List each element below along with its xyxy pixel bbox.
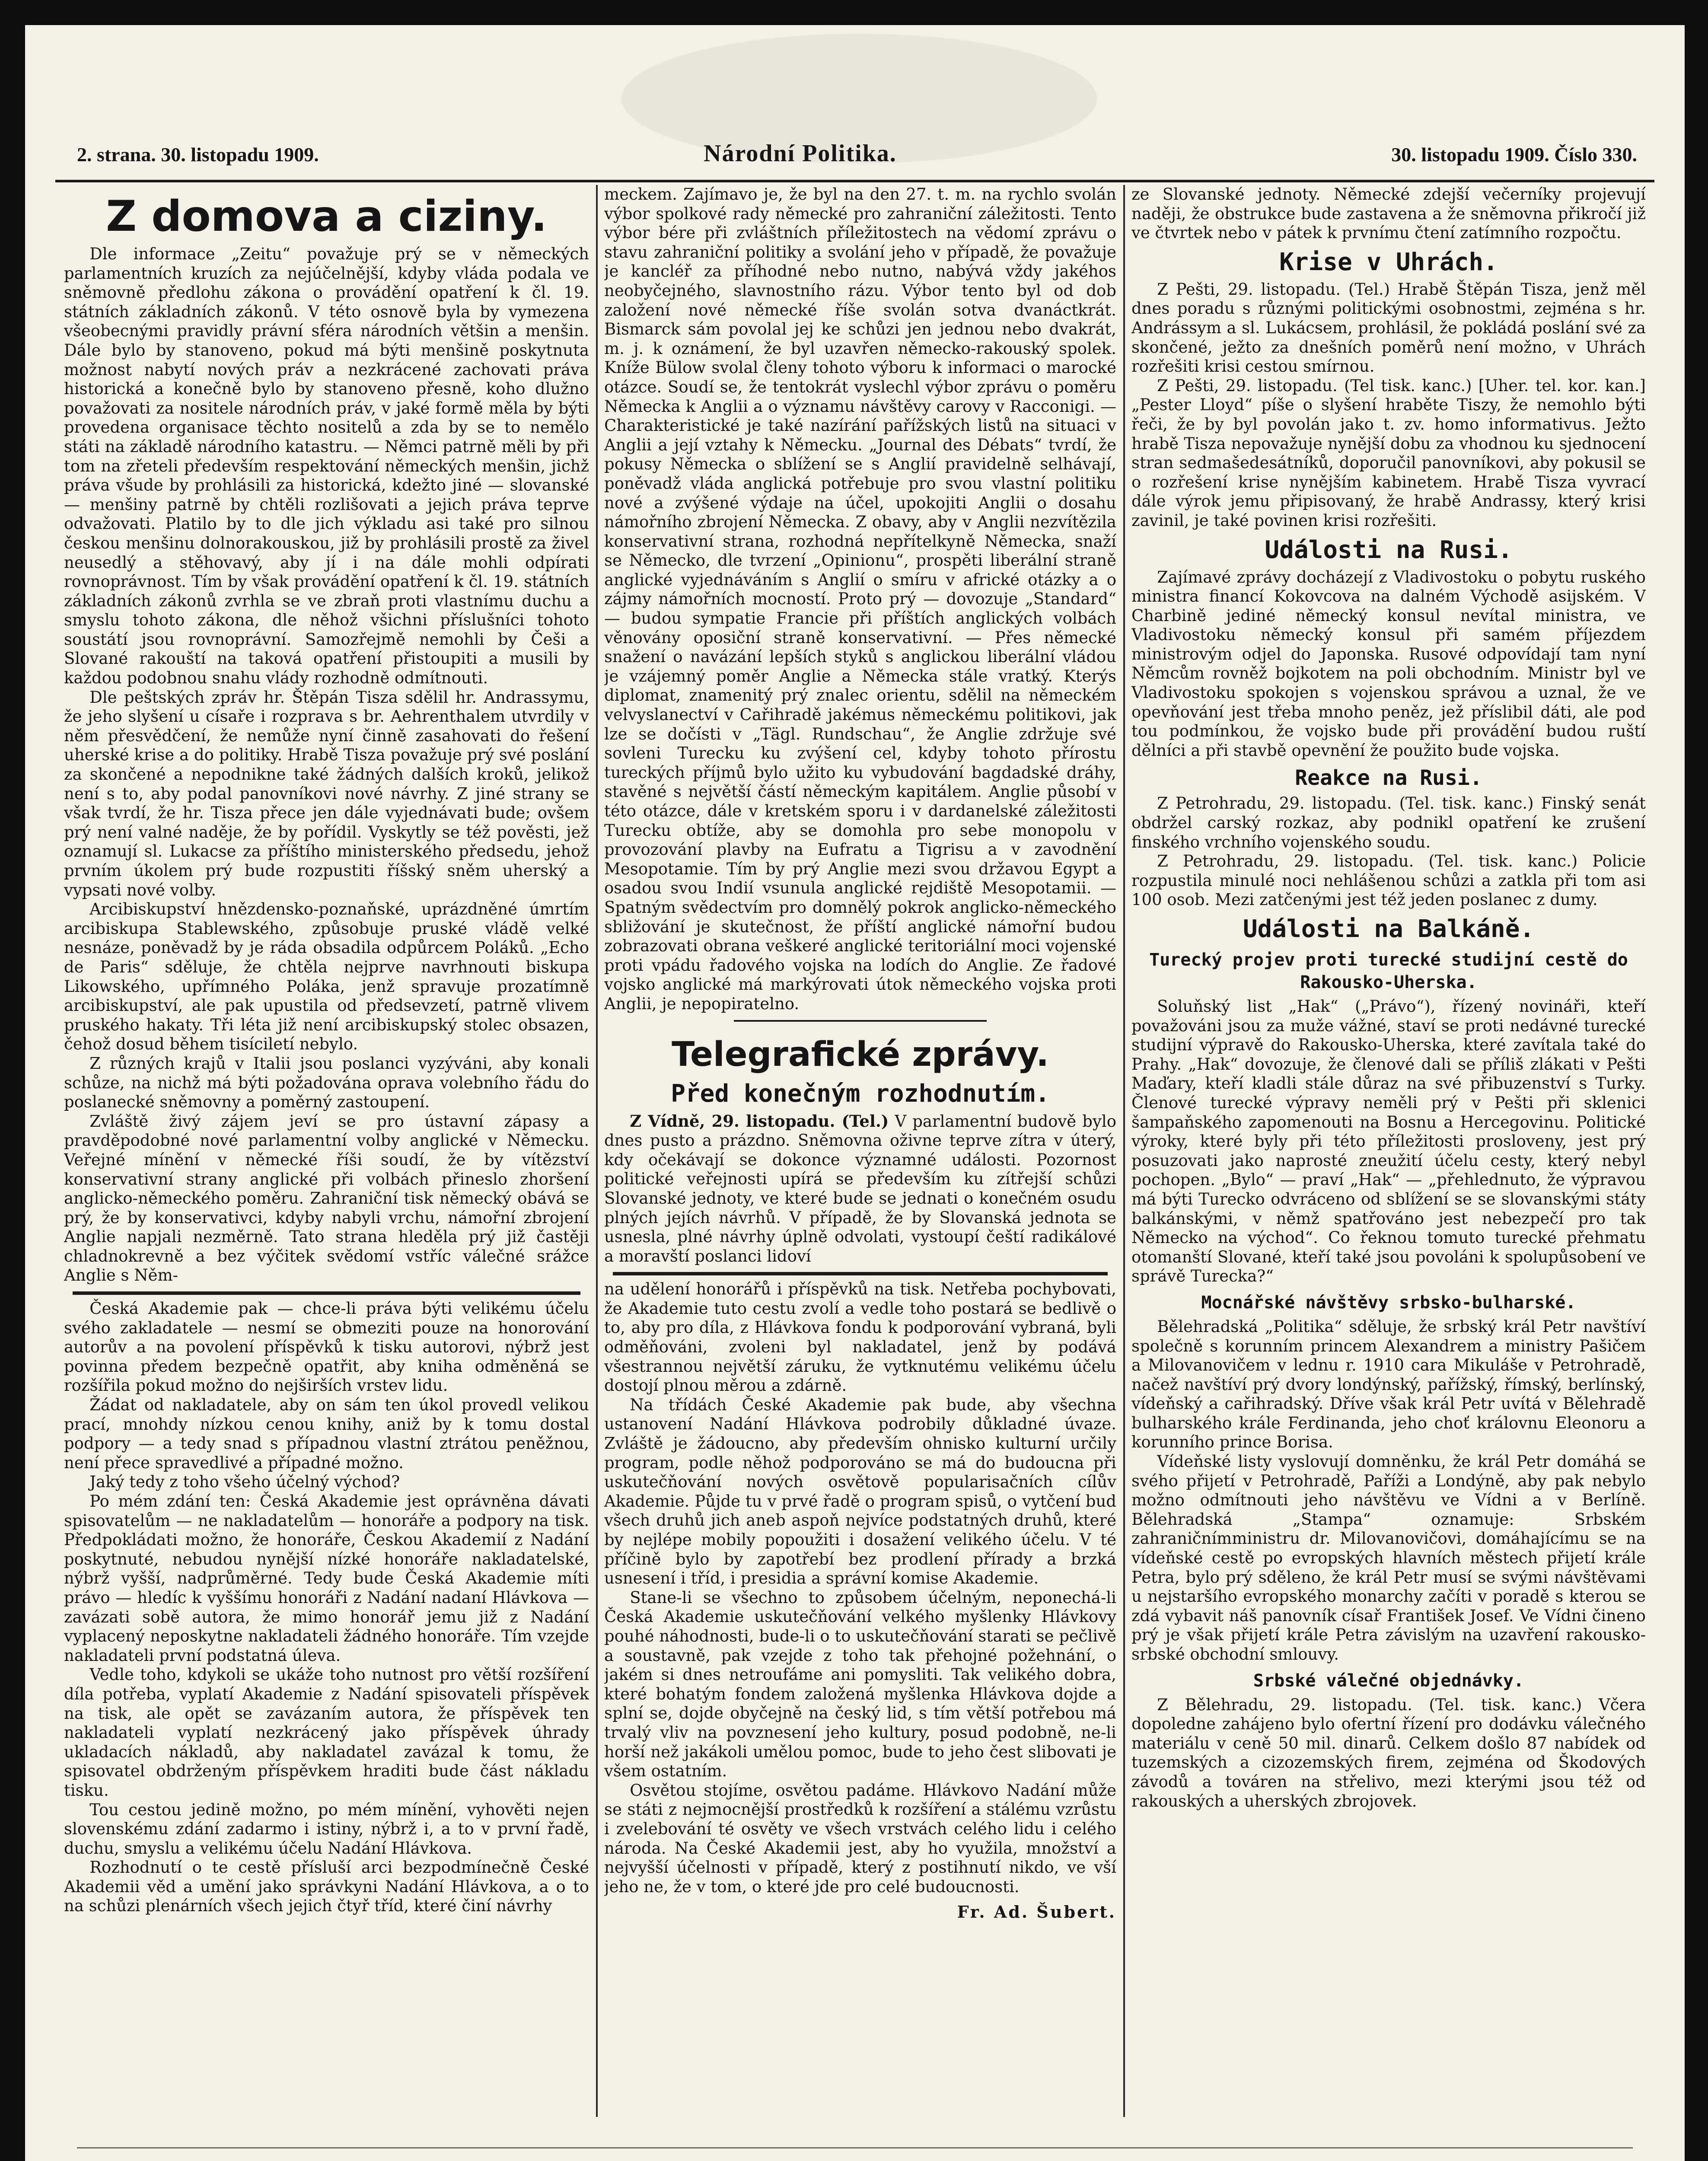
column-rule-1 <box>596 185 598 2117</box>
article-paragraph: meckem. Zajímavo je, že byl na den 27. t. m. na rychlo svolán výbor spolkové rady německé pro zahraniční záležitosti. Tento výbor bére při zvláštních příležitostech na vědomí zprávu o stavu zahraniční politiky a svolání jeho v případě, že považuje je kancléř za příhodné nebo nutno, nabývá vždy jakéhos neobyčejného, slavnostního rázu. Výbor tento byl od dob založení nové německé říše svolán sotva dvanáctkrát. Bismarck sám povolal jej ke schůzi jen jednou nebo dvakrát, m. j. k oznámení, že byl uzavřen německo-rakouský spolek. Kníže Bülow svolal členy tohoto výboru k informaci o marocké otázce. Soudí se, že tentokrát vyslechl výbor zprávu o poměru Německa k Anglii a o významu návštěvy carovy v Racconigi. — Charakteristické je také nazírání pařížských listů na situaci v Anglii a její vztahy k Německu. „Journal des Débats“ tvrdí, že pokusy Německa o sblížení se s Anglií pravidelně selhávají, poněvadž vláda anglická potřebuje pro svou vlastní politiku nové a zvýšené výdaje na účel, upokojiti Anglii o dosahu námořního zbrojení Německa. Z obavy, aby v Anglii nezvítězila konservativní strana, rozhodná nepřítelkyně Německa, snaží se Německo, dle tvrzení „Opinionu“, prospěti liberální straně anglické vyjednáváním s Anglií o smíru v africké otázky a o zájmy námořních mocností. Proto prý — dovozuje „Standard“ — budou sympatie Francie při příštích anglických volbách věnovány oposiční straně konservativní. — Přes německé snažení o navázání lepších styků s anglickou liberální vládou je vzájemný poměr Anglie a Německa stále vratký. Kterýs diplomat, znamenitý prý znalec orientu, sdělil na německém velvyslanectví v Cařihradě jakémus německému politikovi, jak lze se dočísti v „Tägl. Rundschau“, že Anglie zdržuje své sovleni Turecku ku zvýšení cel, kdyby tohoto přírostu tureckých příjmů bylo užito ku vybudování bagdadské dráhy, stavěné s největší částí německým kapitálem. Anglie působí v této otázce, dále v kretském sporu i v dardanelské záležitosti Turecku obtíže, aby se domohla pro sebe monopolu v provozování plavby na Eufratu a Tigrisu a v zavodnění Mesopotamie. Tím by prý Anglie mezi svou državou Egypt a osadou svou Indií vsunula anglické rejdiště Mesopotamii. — Spatným svědectvím pro domnělý pokrok anglicko-německého sbližování je skutečnost, že příští anglické námořní budou zobrazovati obrana veškeré anglické teritoriální moci vojenské proti vpádu řadového vojska na lodích do Anglie. Ze řadové vojsko anglické má markýrovati útok německého vojska proti Anglii, je nepopiratelno. <box>604 185 1116 1013</box>
article-paragraph: Z Petrohradu, 29. listopadu. (Tel. tisk. kanc.) Policie rozpustila minulé noci nehlášenou schůzi a zatkla při tom asi 100 osob. Mezi zatčenými jest též jeden poslanec z dumy. <box>1131 852 1646 909</box>
telegram-paragraph <box>604 1112 1116 1266</box>
feuilleton-paragraph: Po mém zdání ten: Česká Akademie jest oprávněna dávati spisovatelům — ne nakladatelům — honoráře a podpory na tisk. Předpokládati možno, že honoráře, Českou Akademií z Nadání poskytnuté, nebudou nynější nízké honoráře nakladatelské, nýbrž vyšší, nadprůměrné. Tedy bude Česká Akademie míti právo — hledíc k vyššímu honoráři z Nadání nadaní Hlávkova — zavázati sobě autora, že mimo honorář jemu již z Nadání vyplacený neposkytne nakladateli žádného honoráře. Tím vzejde nakladateli první podstatná úleva. <box>64 1492 589 1665</box>
column-rule-2 <box>1123 185 1125 2117</box>
article-paragraph: Dle peštských zpráv hr. Štěpán Tisza sdělil hr. Andrassymu, že jeho slyšení u císaře i rozprava s br. Aehrenthalem utvrdily v něm přesvědčení, že nemůže nyní činně zasahovati do řešení uherské krise a do politiky. Hrabě Tisza považuje prý své poslání za skončené a nepodnikne také žádných dalších kroků, jelikož není s to, aby podal panovníkovi nové návrhy. Z jiné strany se však tvrdí, že hr. Tisza přece jen dále vyjednávati bude; ovšem prý není valné naděje, že by pořídil. Vyskytly se též pověsti, jež oznamují sl. Lukacse za příštího ministerského předsedu, jehož prvním úkolem prý bude rozpustiti říšský sněm uherský a vypsati nové volby. <box>64 688 589 899</box>
author-signature: Fr. Ad. Šubert. <box>957 1902 1116 1922</box>
article-paragraph: Dle informace „Zeitu“ považuje prý se v německých parlamentních kruzích za nejúčelnější, kdyby vláda podala ve sněmovně předlohu zákona o provádění opatření k čl. 19. státních základních zákonů. V této osnově byla by vymezena všeobecnými pravidly právní sféra národních většin a menšin. Dále bylo by stanoveno, pokud má býti menšině poskytnuta možnost nabytí nových práv a nezkrácené zachovati práva historická a konečně bylo by stanoveno přesně, koho dlužno považovati za nositele národních práv, v jaké formě měla by býti provedena organisace těchto nositelů a zda by se to nemělo státi na základě národního katastru. — Němci patrně měli by při tom na zřeteli především respektování německých menšin, jichž práva všude by prohlásili za historická, kdežto jiné — slovanské — menšiny patrně by chtěli rozlišovati a jejich práva teprve odvažovati. Platilo by to dle jich výkladu asi také pro silnou českou menšinu dolnorakouskou, již by prohlásili prostě za živel neusedlý a stěhovavý, aby jí i na dále mohli odpírati rovnoprávnost. Tím by však provádění opatření k čl. 19. státních základních zákonů zvrhla se ve zbraň proti vlastnímu duchu a smyslu tohoto zákona, dle něhož všichni příslušníci tohoto soustátí jsou rovnoprávní. Samozřejmě nemohli by Češi a Slované rakouští na taková opatření přistoupiti a musili by každou podobnou snahu vlády rozhodně odmítnouti. <box>64 245 589 688</box>
feuilleton-paragraph: na udělení honorářů i příspěvků na tisk. Netřeba pochybovati, že Akademie tuto cestu zvolí a vedle toho postará se bedlivě o to, aby pro díla, z Hlávkova fondu k podporování vybraná, byli odměňováni, zvoleni byl nakladatel, jenž by podává všestrannou největší záruku, že vytknutému velikému účelu dostojí plnou měrou a zdárně. <box>604 1280 1116 1395</box>
article-paragraph: Z Petrohradu, 29. listopadu. (Tel. tisk. kanc.) Finský senát obdržel carský rozkaz, aby podnikl opatření ke zrušení finského vrchního vojenského soudu. <box>1131 794 1646 851</box>
section-rule <box>734 1020 987 1022</box>
article-paragraph: Z různých krajů v Italii jsou poslanci vyzýváni, aby konali schůze, na nichž má býti požadována oprava volebního řádu do poslanecké sněmovny a poměrný zastoupení. <box>64 1054 589 1112</box>
header-masthead: Národní Politika. <box>704 140 897 167</box>
article-paragraph: Arcibiskupství hnězdensko-poznaňské, uprázdněné úmrtím arcibiskupa Stablewského, způsobuje pruské vládě velké nesnáze, poněvadž by je ráda obsadila odpůrcem Poláků. „Echo de Paris“ sděluje, že chtěla nejprve navrhnouti biskupa Likowského, upřímného Poláka, jenž spravuje prozatímně arcibiskupství, ale pak upustila od předsevzetí, patrně vlivem pruského hakaty. Tři léta již není arcibiskupský stolec obsazen, čehož dosud během tisíciletí nebylo. <box>64 900 589 1054</box>
article-heading: Reakce na Rusi. <box>1295 766 1482 790</box>
article-heading: Události na Rusi. <box>1265 535 1513 564</box>
article-paragraph: Z Pešti, 29. listopadu. (Tel.) Hrabě Štěpán Tisza, jenž měl dnes poradu s různými politickými osobnostmi, zejména s hr. Andrássym a sl. Lukácsem, prohlásil, že pokládá poslání své za skončené, ježto za dnešních poměrů není možno, v Uhrách rozřešiti krisi cestou smírnou. <box>1131 280 1646 376</box>
feuilleton-paragraph: Jaký tedy z toho všeho účelný východ? <box>89 1473 400 1492</box>
page-bottom-edge <box>77 2147 1633 2148</box>
article-heading: Srbské válečné objednávky. <box>1253 1670 1524 1691</box>
article-heading: Krise v Uhrách. <box>1279 248 1498 276</box>
article-paragraph: Zajímavé zprávy docházejí z Vladivostoku o pobytu ruského ministra financí Kokovcova na dalném Východě asijském. V Charbině jediné německý konsul nevítal ministra, ve Vladivostoku německý konsul při samém příjezdem ministrovým odjel do Japonska. Rusové odpovídají tam nyní Němcům rovněž bojkotem na poli obchodním. Ministr byl ve Vladivostoku spokojen s vojenskou správou a uznal, že ve opevňování jest třeba mnoho peněz, jež příslibil dáti, ale pod tou podmínkou, že vojsko bude při provádění budou ruští dělníci a při stavbě opevnění že použito bude vojska. <box>1131 567 1646 760</box>
section-title-domova: Z domova a ciziny. <box>106 192 547 241</box>
article-paragraph: Z Bělehradu, 29. listopadu. (Tel. tisk. kanc.) Včera dopoledne zahájeno bylo ofertní řízení pro dodávku válečného materiálu v ceně 50 mil. dinarů. Celkem došlo 87 nabídek od tuzemských a cizozemských firem, zejména od Škodových závodů a továren na střelivo, mezi kterými jsou též od rakouských a uherských zbrojovek. <box>1131 1695 1646 1810</box>
feuilleton-rule <box>613 1272 1108 1275</box>
feuilleton-paragraph: Tou cestou jedině možno, po mém mínění, vyhověti nejen slovenskému zdání zadarmo i istiny, nýbrž i, a to v první řadě, duchu, smyslu a velikému účelu Nadání Hlávkova. <box>64 1800 589 1858</box>
feuilleton-paragraph: Žádat od nakladatele, aby on sám ten úkol provedl velikou prací, mnohdy nízkou cenou knihy, aniž by k tomu dostal podpory — a tedy snad s případnou vlastní ztrátou peněžnou, není přece spravedlivé a případné možno. <box>64 1396 589 1472</box>
article-paragraph: Soluňský list „Hak“ („Právo“), řízený novináři, kteří považováni jsou za muže vážné, staví se proti nedávné turecké studijní výpravě do Rakousko-Uherska, které zavítala také do Prahy. „Hak“ dovozuje, že členové dali se příliš zlákati v Pešti Maďary, kteří kladli stále důraz na své přibuzenství s Turky. Členové turecké výpravy neměli prý v Pešti při sklenici šampaňského zapomenouti na Bosnu a Hercegovinu. Politické výroky, které byly při této příležitosti prosloveny, jest prý posuzovati jako naprosté zneužití účelu cesty, který nebyl pochopen. „Bylo“ — praví „Hak“ — „přehlednuto, že výpravou má býti Turecko odvráceno od sblížení se se slovanskými státy balkánskými, v němž spatřováno jest nebezpečí pro tak Německo na východ“. Co řeknou tomuto turecké přehmatu otomanští Slované, kteří také jsou povoláni k spolupůsobení ve správě Turecka?“ <box>1131 997 1646 1286</box>
article-subheading: Turecký projev proti turecké studijní cestě do Rakousko-Uherska. <box>1149 950 1628 992</box>
header-rule <box>55 180 1654 182</box>
column-3 <box>1131 185 1646 2130</box>
newspaper-page <box>25 25 1685 2161</box>
feuilleton-paragraph: Na třídách České Akademie pak bude, aby všechna ustanovení Nadání Hlávkova podrobily důkladné úvaze. Zvláště je žádoucno, aby především ohnisko kulturní určily program, podle něhož podporováno se má do budoucna při uskutečňování nových osvětově popularisačních cílův Akademie. Půjde tu v prvé řadě o program spisů, o vytčení bud všech druhů jich aneb aspoň nejvíce podstatných druhů, které by nejlépe mobily popoužiti i dosažení velikého účelu. V té příčině bylo by zapotřebí bez prodlení přírady a brzká usnesení i tříd, i presidia a správní komise Akademie. <box>604 1395 1116 1588</box>
header-right-folio: 30. listopadu 1909. Číslo 330. <box>1391 143 1637 166</box>
feuilleton-paragraph: Rozhodnutí o te cestě přísluší arci bezpodmínečně České Akademii věd a umění jako správkyni Nadání Hlávkova, a o to na schůzi plenárních všech jejich čtyř tříd, které činí návrhy <box>64 1858 589 1916</box>
article-heading: Události na Balkáně. <box>1243 915 1535 943</box>
article-paragraph: Z Pešti, 29. listopadu. (Tel tisk. kanc.) [Uher. tel. kor. kan.] „Pester Lloyd“ píše o slyšení hraběte Tiszy, že nemohlo býti řeči, že by byl povolán jako t. zv. homo informativus. Ježto hrabě Tisza nepovažuje nynější dobu za vhodnou ku sjednocení stran sedmašedesátníků, doporučil panovníkovi, aby pokusil se o rozřešení krise nynějším kabinetem. Hrabě Tisza vyvrací dále výrok jemu připisovaný, že hrabě Andrassy, který krisi zavinil, je také povinen krisi rozřešiti. <box>1131 376 1646 530</box>
section-title-telegraficke: Telegrafické zprávy. <box>672 1035 1049 1074</box>
article-heading: Před konečným rozhodnutím. <box>671 1079 1050 1108</box>
feuilleton-paragraph: Stane-li se všechno to způsobem účelným, neponechá-li Česká Akademie uskutečňování velkého myšlenky Hlávkovy pouhé náhodnosti, bude-li o to uskutečňování starati se pečlivě a soustavně, pak vzejde z toho tak přehojné požehnání, o jakém si dnes netroufáme ani pomysliti. Tak velikého dobra, které bohatým fondem založená myšlenka Hlávkova dojde a splní se, dojde obyčejně na český lid, s tím větší potřebou má trvalý vliv na povznesení jeho kultury, posud podobně, ne-li horší než jakákoli umělou pomoc, bude to jeho čest slibovati je všem ostatním. <box>604 1588 1116 1781</box>
article-paragraph: Zvláště živý zájem jeví se pro ústavní zápasy a pravděpodobné nové parlamentní volby anglické v Německu. Veřejné mínění v německé říši soudí, že by vítězství konservativní strany anglické při volbách přineslo zhoršení anglicko-německého poměru. Zahraniční tisk německý obává se prý, že by konservativci, kdyby nabyli vrchu, námořní zbrojení Anglie napjali nezměrně. Tato strana hleděla prý již častěji chladnokrevně a bez výčitek svědomí vstříc válečné srážce Anglie s Něm- <box>64 1112 589 1285</box>
feuilleton-paragraph: Vedle toho, kdykoli se ukáže toho nutnost pro větší rozšíření díla potřeba, vyplatí Akademie z Nadání spisovateli příspěvek na tisk, ale opět se zavázaním autora, že příspěvek ten nakladateli vyplatí nezkrácený jako příspěvek úhrady ukladacích nákladů, aby nakladatel zavázal k tomu, že spisovatel obdrženým příspěvkem hraditi bude část nákladu tisku. <box>64 1665 589 1800</box>
feuilleton-rule <box>73 1291 580 1295</box>
dateline: Z Vídně, 29. listopadu. (Tel.) <box>630 1111 889 1131</box>
column-1 <box>64 185 589 2130</box>
article-paragraph: ze Slovanské jednoty. Německé zdejší večerníky projevují naději, že obstrukce bude zastavena a že sněmovna přikročí již ve čtvrtek nebo v pátek k prvnímu čtení zatímního rozpočtu. <box>1131 185 1646 242</box>
article-heading: Mocnářské návštěvy srbsko-bulharské. <box>1201 1292 1576 1313</box>
header-left-folio: 2. strana. 30. listopadu 1909. <box>77 143 319 166</box>
page-header <box>55 135 1654 174</box>
feuilleton-paragraph: Česká Akademie pak — chce-li práva býti velikému účelu svého zakladatele — nesmí se obmeziti pouze na honorování autorův a na povolení příspěvků k tisku autorovi, nýbrž jest povinna předem bezpečně opatřit, aby kniha odměněná se rozšířila pokud možno do nejširších vrstev lidu. <box>64 1299 589 1395</box>
column-2 <box>604 185 1116 2130</box>
article-paragraph: Bělehradská „Politika“ sděluje, že srbský král Petr navštíví společně s korunním princem Alexandrem a ministry Pašičem a Milovanovičem v lednu r. 1910 cara Mikuláše v Petrohradě, načež navštíví prý dvory londýnský, pařížský, římský, berlínský, vídeňský a cařihradský. Dříve však král Petr uvítá v Bělehradě bulharského krále Ferdinanda, jeho choť královnu Eleonoru a korunního prince Borisa. <box>1131 1317 1646 1452</box>
feuilleton-paragraph: Osvětou stojíme, osvětou padáme. Hlávkovo Nadání může se státi z nejmocnější prostředků k rozšíření a stálému vzrůstu i zvelebování té osvěty ve všech vrstvách celého lidu i celého národa. Na České Akademii jest, aby ho využila, množství a nejvyšší účelnosti v případě, který z postihnutí nikdo, ve vší jeho ne, že v tom, o které jde pro celé budoucnosti. <box>604 1781 1116 1896</box>
article-paragraph: Vídeňské listy vyslovují domněnku, že král Petr domáhá se svého přijetí v Petrohradě, Paříži a Londýně, aby pak nebylo možno odmítnouti jeho návštěvu ve Vídni a v Berlíně. Bělehradská „Stampa“ oznamuje: Srbském zahraničnímministru dr. Milovanovičovi, domáhajícímu se na vídeňské cestě po evropských hlavních městech přijetí krále Petra, bylo prý sděleno, že král Petr musí se svými návštěvami u nejstaršího evropského monarchy začíti v poradě s kterou se zdá vybavit náš panovník císař František Josef. Ve Vídni čineno prý je však přijetí krále Petra závislým na uzavření rakousko-srbské obchodní smlouvy. <box>1131 1452 1646 1664</box>
telegram-text: V parlamentní budově bylo dnes pusto a prázdno. Sněmovna oživne teprve zítra v úterý, kdy očekávají se dokonce významné události. Pozornost politické veřejnosti upírá se především ku zítřejší schůzi Slovanské jednoty, ve které bude se jednati o konečném osudu plných jejích návrhů. V případě, že by Slovanská jednota se usnesla, plné návrhy úplně odvolati, vystoupí čeští radikálové a moravští poslanci lidoví <box>604 1112 1116 1265</box>
